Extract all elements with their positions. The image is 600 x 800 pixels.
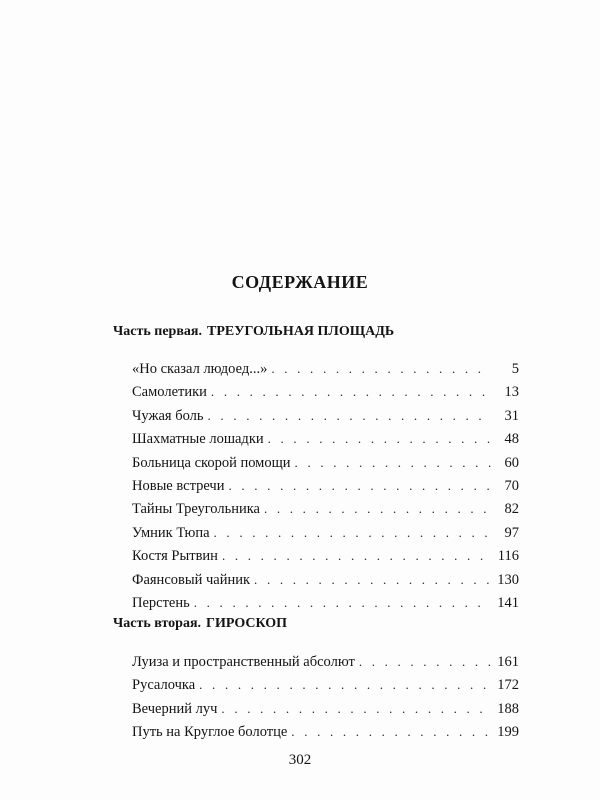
toc-entry [132, 497, 519, 520]
toc-entry [132, 697, 519, 720]
dot-leader [214, 521, 491, 544]
toc-entry-page: 5 [511, 361, 519, 377]
toc-list-part-1 [132, 357, 519, 614]
toc-entry [132, 521, 519, 544]
toc-entry [132, 673, 519, 696]
toc-entry [132, 650, 519, 673]
toc-entry-page: 188 [497, 700, 519, 717]
toc-entry-title: Путь на Круглое болотце [132, 724, 288, 741]
dot-leader [221, 697, 491, 720]
toc-entry [132, 404, 519, 427]
dot-leader [264, 497, 491, 520]
toc-entry-page: 130 [497, 571, 519, 588]
toc-entry [132, 451, 519, 474]
dot-leader [268, 427, 491, 450]
dot-leader [208, 404, 491, 427]
toc-entry-page: 48 [504, 431, 519, 448]
dot-leader [211, 380, 491, 403]
part-label: Часть первая. [113, 324, 202, 339]
toc-entry-title: Луиза и пространственный абсолют [132, 654, 355, 670]
toc-entry-page: 199 [497, 724, 519, 741]
toc-entry [132, 427, 519, 450]
toc-entry-page: 141 [497, 594, 519, 611]
part-label: Часть вторая. [113, 616, 202, 631]
toc-entry [132, 474, 519, 497]
dot-leader [254, 568, 491, 591]
toc-entry-title: Костя Рытвин [132, 548, 218, 565]
toc-entry-page: 60 [504, 454, 519, 471]
dot-leader [295, 451, 491, 474]
toc-entry-title: Самолетики [132, 384, 207, 401]
part-heading-2 [113, 616, 287, 632]
toc-entry-title: Чужая боль [132, 407, 204, 424]
toc-entry-title: Шахматные лошадки [132, 431, 264, 448]
toc-entry-title: Вечерний луч [132, 700, 218, 717]
toc-entry-title: Больница скорой помощи [132, 454, 291, 471]
toc-entry [132, 357, 519, 380]
toc-entry-page: 31 [504, 407, 519, 424]
toc-entry [132, 544, 519, 567]
toc-entry [132, 591, 519, 614]
part-name: ТРЕУГОЛЬНАЯ ПЛОЩАДЬ [206, 324, 395, 339]
part-name: ГИРОСКОП [206, 616, 288, 631]
toc-entry-title: Тайны Треугольника [132, 501, 260, 518]
dot-leader [291, 720, 491, 743]
toc-entry-title: «Но сказал людоед...» [132, 361, 268, 377]
dot-leader [228, 474, 491, 497]
toc-entry-title: Перстень [132, 594, 190, 611]
dot-leader [359, 650, 491, 673]
toc-entry-page: 70 [504, 477, 519, 494]
toc-entry [132, 720, 519, 743]
contents-title: СОДЕРЖАНИЕ [231, 272, 369, 292]
toc-entry-page: 97 [504, 524, 519, 541]
part-heading-1 [113, 324, 394, 340]
toc-entry [132, 568, 519, 591]
toc-list-part-2 [132, 650, 519, 744]
toc-entry [132, 380, 519, 403]
dot-leader [271, 357, 491, 380]
toc-entry-page: 172 [497, 677, 519, 694]
dot-leader [199, 673, 491, 696]
toc-entry-page: 13 [504, 384, 519, 401]
dot-leader [222, 544, 491, 567]
toc-entry-page: 116 [497, 548, 519, 565]
toc-entry-page: 82 [504, 501, 519, 518]
toc-entry-title: Новые встречи [132, 477, 225, 494]
dot-leader [194, 591, 491, 614]
toc-entry-title: Умник Тюпа [132, 524, 210, 541]
toc-entry-page: 161 [497, 654, 519, 670]
toc-entry-title: Фаянсовый чайник [132, 571, 251, 588]
toc-entry-title: Русалочка [132, 677, 196, 694]
page-number: 302 [288, 752, 312, 768]
